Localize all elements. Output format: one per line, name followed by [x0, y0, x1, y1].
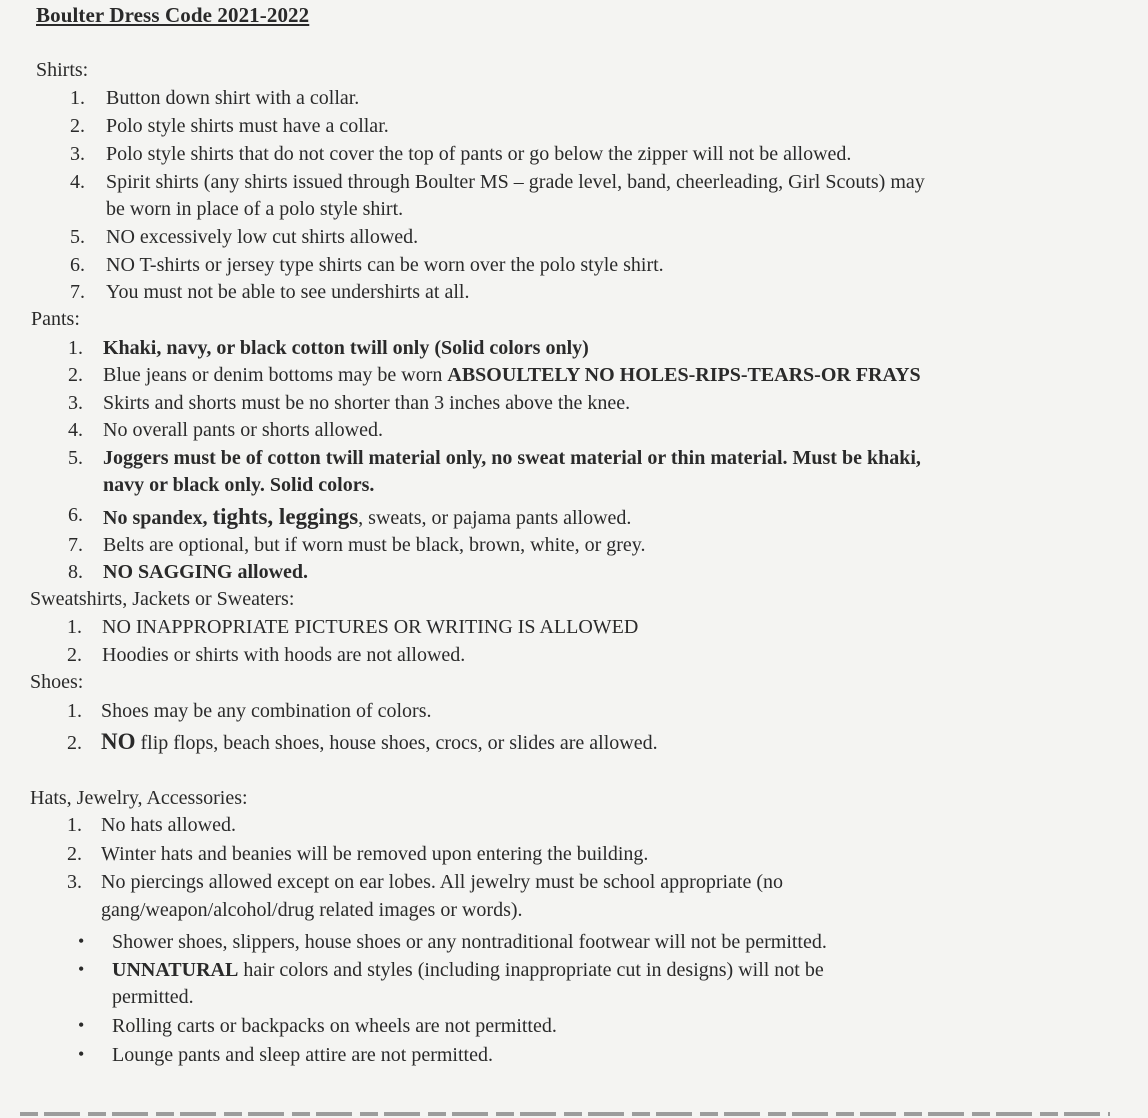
- list-number: 2.: [68, 364, 83, 386]
- list-number: 1.: [68, 337, 83, 359]
- list-text: Button down shirt with a collar.: [106, 87, 360, 109]
- list-number: 1.: [67, 814, 82, 836]
- list-number: 5.: [68, 447, 83, 469]
- list-text: Belts are optional, but if worn must be black, brown, white, or grey.: [103, 534, 646, 556]
- list-text: be worn in place of a polo style shirt.: [106, 198, 404, 220]
- list-text: You must not be able to see undershirts at all.: [106, 281, 470, 303]
- bullet-glyph: •: [78, 931, 85, 951]
- list-number: 2.: [67, 843, 82, 865]
- bullet-text: Rolling carts or backpacks on wheels are not permitted.: [112, 1015, 557, 1037]
- list-text-part: flip flops, beach shoes, house shoes, crocs, or slides are allowed.: [135, 732, 658, 754]
- list-number: 3.: [67, 871, 82, 893]
- list-text-emphasis: ABSOULTELY NO HOLES-RIPS-TEARS-OR FRAYS: [447, 364, 921, 386]
- list-number: 2.: [67, 644, 82, 666]
- list-number: 7.: [70, 281, 85, 303]
- list-number: 6.: [68, 504, 83, 526]
- bullet-glyph: •: [78, 1015, 85, 1035]
- list-number: 6.: [70, 254, 85, 276]
- list-text: NO T-shirts or jersey type shirts can be worn over the polo style shirt.: [106, 254, 664, 276]
- section-heading-sweatshirts: Sweatshirts, Jackets or Sweaters:: [30, 588, 295, 610]
- list-number: 5.: [70, 226, 85, 248]
- section-heading-hats: Hats, Jewelry, Accessories:: [30, 787, 248, 809]
- section-heading-shoes: Shoes:: [30, 671, 84, 693]
- list-text: Khaki, navy, or black cotton twill only (Solid colors only): [103, 337, 589, 359]
- list-text: No overall pants or shorts allowed.: [103, 419, 383, 441]
- list-text: No piercings allowed except on ear lobes. All jewelry must be school appropriate (no: [101, 871, 784, 893]
- bullet-text: [112, 959, 824, 982]
- list-text: No hats allowed.: [101, 814, 236, 836]
- list-text: [103, 504, 631, 530]
- list-text: NO INAPPROPRIATE PICTURES OR WRITING IS ALLOWED: [102, 616, 639, 638]
- section-heading-shirts: Shirts:: [36, 59, 89, 81]
- bullet-text: Shower shoes, slippers, house shoes or any nontraditional footwear will not be permitted.: [112, 931, 827, 953]
- list-text-part: , sweats, or pajama pants allowed.: [358, 507, 632, 529]
- list-text: NO SAGGING allowed.: [103, 561, 309, 583]
- list-text: Spirit shirts (any shirts issued through Boulter MS – grade level, band, cheerleading, Girl Scouts) may: [106, 171, 925, 193]
- list-number: 4.: [70, 171, 85, 193]
- list-text-part: Blue jeans or denim bottoms may be worn: [103, 364, 448, 386]
- list-text: Polo style shirts must have a collar.: [106, 115, 389, 137]
- bullet-text-part: hair colors and styles (including inappropriate cut in designs) will not be: [238, 959, 824, 981]
- list-number: 3.: [70, 143, 85, 165]
- list-text: navy or black only. Solid colors.: [103, 474, 375, 496]
- bullet-text: Lounge pants and sleep attire are not permitted.: [112, 1044, 493, 1066]
- list-number: 1.: [67, 616, 82, 638]
- list-number: 1.: [70, 87, 85, 109]
- list-text: [101, 729, 658, 755]
- list-number: 7.: [68, 534, 83, 556]
- cut-off-text-line: [20, 1106, 1110, 1118]
- list-number: 2.: [67, 732, 82, 754]
- list-text: Hoodies or shirts with hoods are not allowed.: [102, 644, 466, 666]
- list-text-emphasis: No spandex,: [103, 507, 213, 529]
- list-number: 3.: [68, 392, 83, 414]
- list-text-emphasis: NO: [101, 729, 136, 754]
- section-heading-pants: Pants:: [31, 308, 80, 330]
- list-text: Joggers must be of cotton twill material only, no sweat material or thin material. Must be khaki,: [103, 447, 921, 469]
- bullet-text-emphasis: UNNATURAL: [112, 959, 239, 981]
- list-text: Polo style shirts that do not cover the top of pants or go below the zipper will not be allowed.: [106, 143, 852, 165]
- list-number: 4.: [68, 419, 83, 441]
- bullet-text: permitted.: [112, 986, 194, 1008]
- list-text: Skirts and shorts must be no shorter than 3 inches above the knee.: [103, 392, 631, 414]
- bullet-glyph: •: [78, 1044, 85, 1064]
- list-number: 1.: [67, 700, 82, 722]
- list-text: [103, 364, 921, 387]
- document-title: Boulter Dress Code 2021-2022: [36, 3, 310, 27]
- list-text-emphasis: tights, leggings: [212, 504, 359, 529]
- list-number: 2.: [70, 115, 85, 137]
- list-text: Winter hats and beanies will be removed upon entering the building.: [101, 843, 649, 865]
- list-text: NO excessively low cut shirts allowed.: [106, 226, 419, 248]
- list-number: 8.: [68, 561, 83, 583]
- bullet-glyph: •: [78, 959, 85, 979]
- list-text: gang/weapon/alcohol/drug related images or words).: [101, 899, 523, 921]
- list-text: Shoes may be any combination of colors.: [101, 700, 432, 722]
